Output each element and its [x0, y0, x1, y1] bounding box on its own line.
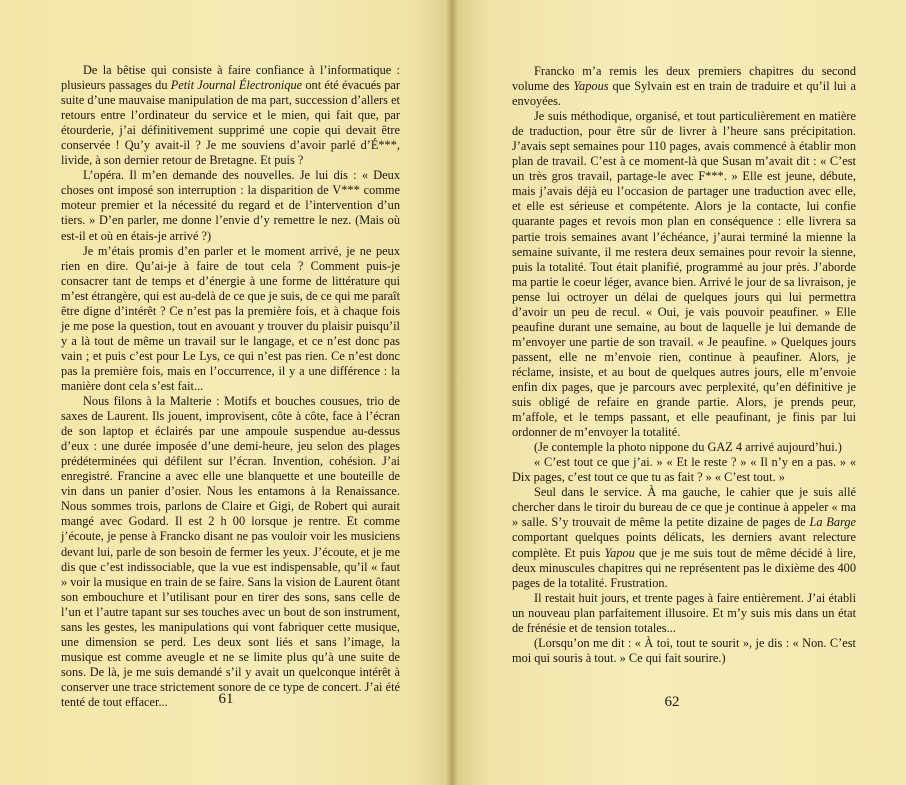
italic-title: Yapous — [573, 79, 609, 94]
paragraph: (Lorsqu’on me dit : « À toi, tout te sourit », je dis : « Non. C’est moi qui souris à tout. » Ce qui fait sourire.) — [512, 635, 856, 665]
book-gutter — [446, 0, 458, 785]
paragraph: « C’est tout ce que j’ai. » « Et le reste ? » « Il n’y en a pas. » « Dix pages, c’est tout ce que tu as fait ? » « C’est tout. » — [512, 455, 856, 485]
paragraph: (Je contemple la photo nippone du GAZ 4 arrivé aujourd’hui.) — [534, 440, 842, 455]
page-number: 61 — [218, 691, 234, 707]
left-page-text — [61, 63, 400, 710]
left-page — [0, 0, 452, 785]
paragraph: De la bêtise qui consiste à faire confiance à l’informatique : plusieurs passages du Petit Journal Électronique ont été évacués par suite d’une mauvaise manipulation de ma part, succession d’allers et retours entre l’ordinateur du service et le mien, qui fait que, par étourderie, j’ai définitivement supprimé une copie qui devait être conservée ! Qu’y avait-il ? Je me souviens d’avoir parlé d’É***, livide, à son dernier retour de Bretagne. Et puis ? — [61, 63, 400, 168]
right-page — [452, 0, 906, 785]
paragraph: Nous filons à la Malterie : Motifs et bouches cousues, trio de saxes de Laurent. Ils jouent, improvisent, côte à côte, face à l’écran de son laptop et éclairés par une ampoule suspendue au-dessus d’eux : une durée imposée d’une demi-heure, jeu selon des plages prédéterminées qui défilent sur l’écran. Invention, cohésion. J’ai enregistré. Francine a avec elle une blanquette et une bouteille de vin dans un panier d’osier. Nous les entamons à la Renaissance. Nous sommes trois, parlons de Claire et Gigi, de Robert qui aurait mangé avec Godard. Il est 2 h 00 lorsque je rentre. Et comme j’écoute, je pense à Francko disant ne pas vouloir voir les musiciens devant lui, parle de son besoin de fermer les yeux. J’écoute, et je me dis que c’est indissociable, que la vue est indispensable, qu’il « faut » voir la musique en train de se faire. Sans la vision de Laurent ôtant son embouchure et l’utilisant pour en tirer des sons, sans celle de l’un et l’autre tapant sur ses touches avec un bout de son instrument, sans les gestes, les manipulations qui vont fabriquer cette musique, une dimension se perd. Les deux sont liés et sans l’image, la musique est comme aveugle et ne se limite plus qu’à une suite de sons. De là, je me suis demandé s’il y avait un quelconque intérêt à conserver une trace strictement sonore de ce type de concert. J’ai été tenté de tout effacer... — [61, 394, 401, 709]
paragraph: Seul dans le service. À ma gauche, le cahier que je suis allé chercher dans le tiroir du bureau de ce que je continue à appeler « ma » salle. S’y trouvait de même la petite dizaine de pages de La Barge comportant quelques points délicats, les derniers avant relecture complète. Et puis Yapou que je me suis tout de même décidé à lire, deux minuscules chapitres qui ne représentent pas le dixième des 400 pages de la totalité. Frustration. — [512, 485, 856, 590]
paragraph: Je m’étais promis d’en parler et le moment arrivé, je ne peux rien en dire. Qu’ai-je à faire de tout cela ? Comment puis-je consacrer tant de temps et d’énergie à une forme de littérature qui m’est étrangère, qui est au-delà de ce que je suis, de ce qui me paraît être digne d’intérêt ? Ce n’est pas la première fois, et à chaque fois je me pose la question, tout en avouant y trouver du plaisir puisqu’il y a là tout de même un travail sur le langage, et ce n’est donc pas vain ; et puis c’est pour Le Lys, ce qui n’est pas rien. Ce n’est donc pas la première fois, mais en l’occurrence, il y a une différence : la manière dont cela s’est fait... — [61, 243, 400, 393]
paragraph: L’opéra. Il m’en demande des nouvelles. Je lui dis : « Deux choses ont imposé son interruption : la disparition de V*** comme moteur premier et la nécessité du regard et de l’intervention d’un tiers. » D’en parler, me donne l’envie d’y remettre le nez. (Mais où est-il et où en étais-je arrivé ?) — [61, 168, 400, 243]
italic-title: La Barge — [809, 515, 856, 530]
right-page-text — [512, 64, 856, 666]
page-number: 62 — [664, 694, 680, 710]
paragraph: Il restait huit jours, et trente pages à faire entièrement. J’ai établi un nouveau plan parfaitement illusoire. Et m’y suis mis dans un état de frénésie et de tension totales... — [512, 590, 856, 635]
paragraph: Francko m’a remis les deux premiers chapitres du second volume des Yapous que Sylvain est en train de traduire et qu’il lui a envoyées. — [512, 64, 856, 109]
italic-title: Petit Journal Électronique — [170, 78, 303, 93]
paragraph: Je suis méthodique, organisé, et tout particulièrement en matière de traduction, pour être sûr de livrer à l’heure sans précipitation. J’avais sept semaines pour 110 pages, avais commencé à établir mon plan de travail. C’est à ce moment-là que Susan m’avait dit : « C’est un très gros travail, partage-le avec F***. » Elle est jeune, débute, mais j’avais déjà eu l’occasion de partager une traduction avec elle, et elle est sérieuse et compétente. Alors je la contacte, lui confie quarante pages et revois mon plan en conséquence : elle livrera sa partie trois semaines avant l’échéance, j’aurai terminé la mienne la semaine suivante, il me restera deux semaines pour revoir la sienne, puis la totalité. Tout était planifié, programmé au jour près. J’aborde ma partie le coeur léger, avance bien. Arrivé le jour de sa livraison, je pense lui octroyer un délai de quelques jours qui lui permettra d’avoir un peu de recul. « Oui, je vais pouvoir peaufiner. » Elle peaufine durant une semaine, au bout de laquelle je lui demande de m’envoyer une partie de son travail. « Je peaufine. » Quelques jours passent, elle ne m’envoie rien, continue à peaufiner. Alors, je réclame, insiste, et au bout de quelques autres jours, elle m’envoie enfin dix pages, que je parcours avec perplexité, qu’en définitive je suis obligé de refaire en grande partie. Alors, je prends peur, m’affole, et le temps passant, et elle peaufinant, je finis par lui ordonner de m’envoyer la totalité. — [512, 109, 856, 440]
italic-title: Yapou — [604, 545, 635, 560]
